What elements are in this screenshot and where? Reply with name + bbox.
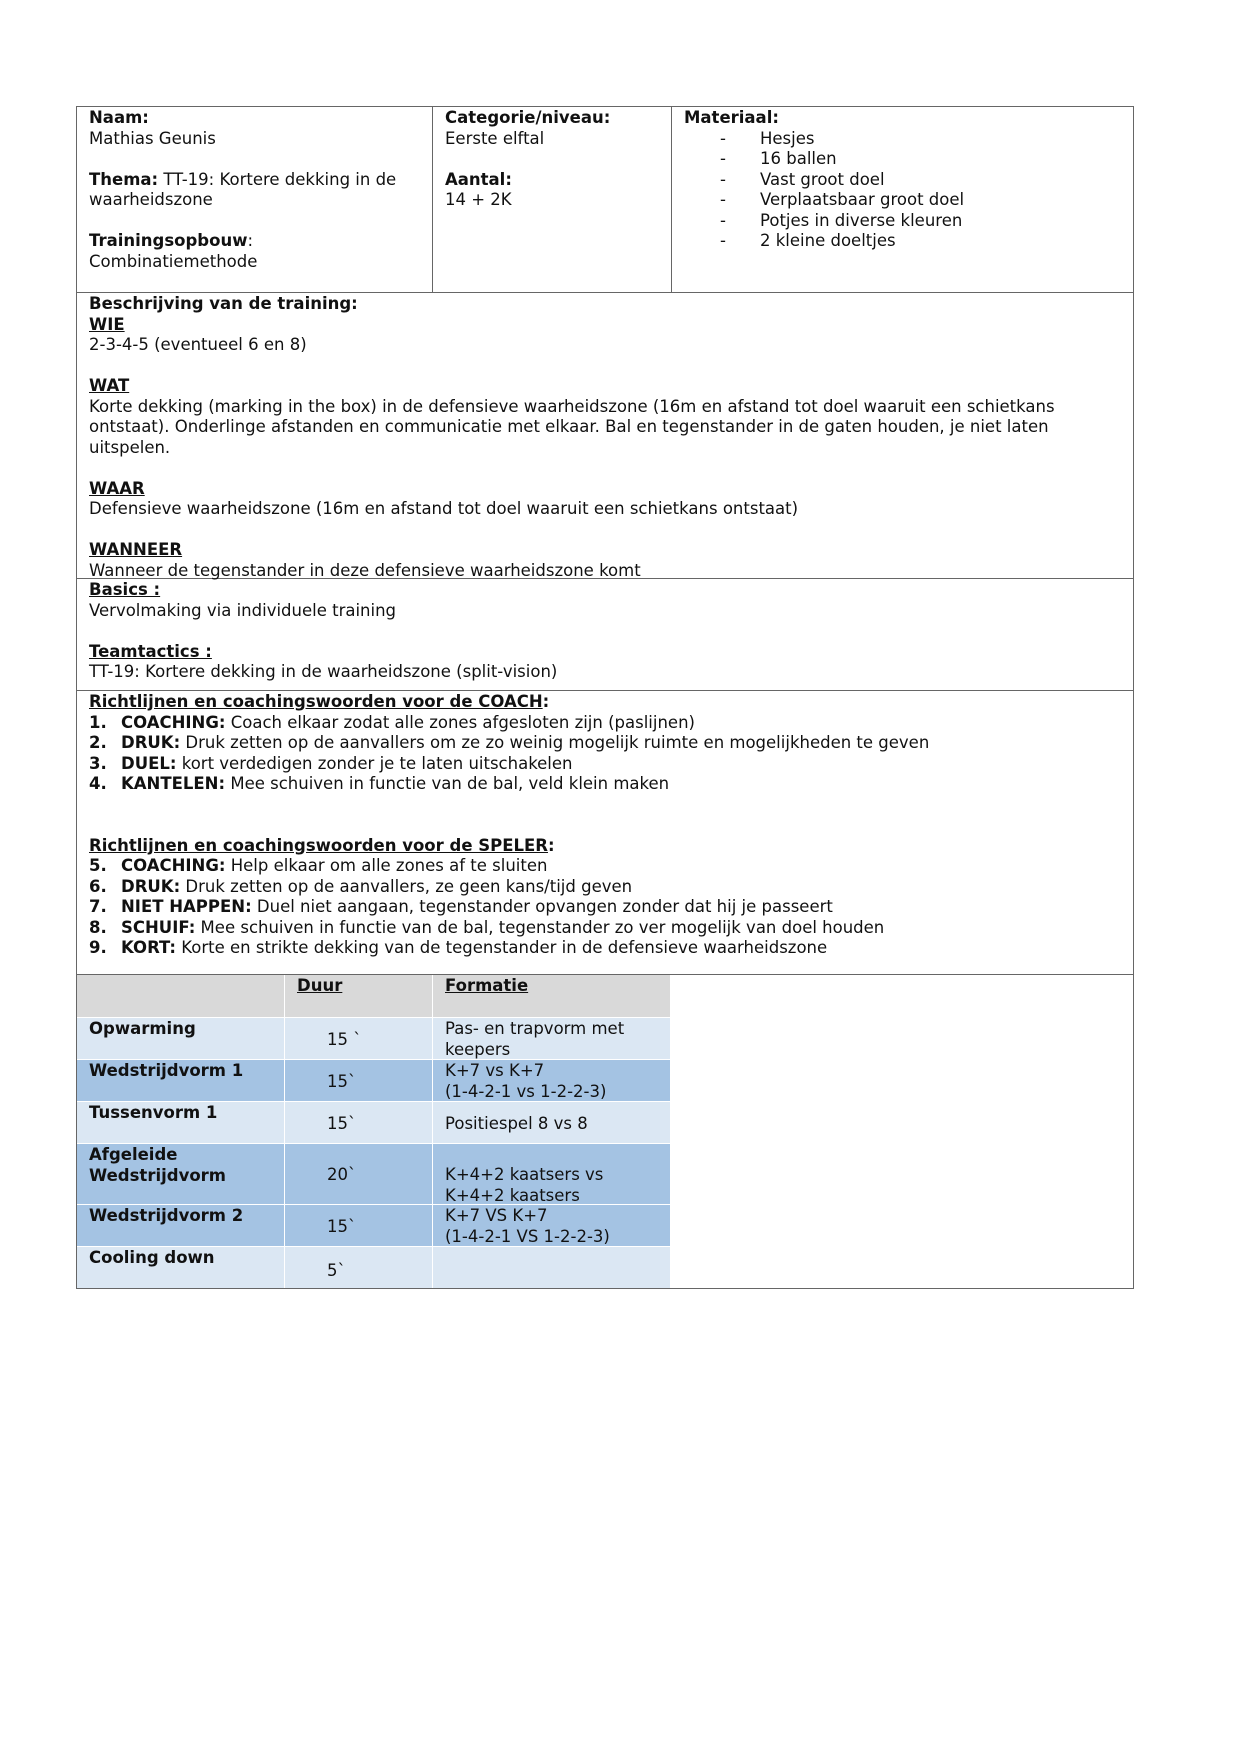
list-item: 8. SCHUIF: Mee schuiven in functie van de bal, tegenstander zo ver mogelijk van doel houden — [89, 917, 885, 937]
basics-label: Basics : — [89, 580, 161, 599]
wanneer-label: WANNEER — [89, 540, 183, 559]
coach-title: Richtlijnen en coachingswoorden voor de COACH: — [89, 692, 550, 711]
table-header-row — [77, 975, 1133, 1017]
list-item: - 2 kleine doeltjes — [720, 231, 896, 250]
info-material-cell — [672, 107, 1133, 292]
list-item: 2. DRUK: Druk zetten op de aanvallers om ze zo weinig mogelijk ruimte en mogelijkheden te geven — [89, 733, 930, 752]
description-title: Beschrijving van de training: — [89, 294, 358, 313]
duur-header: Duur — [297, 976, 343, 995]
materiaal-list — [684, 129, 1121, 252]
info-category-cell — [433, 107, 672, 292]
description-section — [77, 292, 1133, 578]
teamtactics-label: Teamtactics : — [89, 641, 212, 661]
wie-text: 2-3-4-5 (eventueel 6 en 8) — [89, 335, 307, 354]
wat-label: WAT — [89, 376, 130, 395]
opbouw: Trainingsopbouw: — [89, 231, 253, 250]
table-row: Opwarming 15 ` Pas- en trapvorm met keepers — [77, 1017, 1133, 1059]
naam-label: Naam: — [89, 108, 149, 127]
waar-label: WAAR — [89, 478, 145, 498]
list-item: 4. KANTELEN: Mee schuiven in functie van de bal, veld klein maken — [89, 774, 670, 793]
thema-value: TT-19: Kortere dekking in de waarheidszone — [89, 169, 397, 209]
wanneer-text: Wanneer de tegenstander in deze defensieve waarheidszone komt — [89, 560, 641, 580]
basics-section — [77, 578, 1133, 690]
list-item: 1. COACHING: Coach elkaar zodat alle zones afgesloten zijn (paslijnen) — [89, 712, 695, 732]
table-row: Afgeleide Wedstrijdvorm 20` K+4+2 kaatsers vs K+4+2 kaatsers — [77, 1143, 1133, 1204]
categorie-label: Categorie/niveau: — [445, 108, 611, 127]
wat-text: Korte dekking (marking in the box) in de defensieve waarheidszone (16m en afstand tot doel waaruit een schietkans ontstaat). Onderlinge afstanden en communicatie met elkaar. Bal en tegenstander in de gaten houden, je niet laten uitspelen. — [89, 396, 1055, 457]
table-row: Tussenvorm 1 15` Positiespel 8 vs 8 — [77, 1101, 1133, 1143]
info-row — [77, 107, 1133, 292]
naam-value: Mathias Geunis — [89, 128, 216, 148]
list-item: 3. DUEL: kort verdedigen zonder je te laten uitschakelen — [89, 753, 573, 773]
info-name-cell — [77, 107, 433, 292]
teamtactics-text: TT-19: Kortere dekking in de waarheidszone (split-vision) — [89, 662, 558, 681]
speler-title: Richtlijnen en coachingswoorden voor de SPELER: — [89, 835, 555, 855]
training-sheet — [76, 106, 1134, 1289]
table-row: Cooling down 5` — [77, 1246, 1133, 1288]
formatie-header: Formatie — [445, 976, 529, 995]
list-item: 9. KORT: Korte en strikte dekking van de tegenstander in de defensieve waarheidszone — [89, 938, 828, 957]
list-item: 7. NIET HAPPEN: Duel niet aangaan, tegenstander opvangen zonder dat hij je passeert — [89, 897, 833, 916]
opbouw-value: Combinatiemethode — [89, 251, 258, 271]
list-item: - Verplaatsbaar groot doel — [720, 190, 965, 209]
list-item: - Vast groot doel — [720, 169, 885, 189]
aantal-label: Aantal: — [445, 169, 512, 189]
basics-text: Vervolmaking via individuele training — [89, 600, 397, 620]
list-item: - Hesjes — [720, 128, 815, 148]
list-item: - Potjes in diverse kleuren — [720, 210, 963, 230]
schedule-table — [77, 974, 1133, 1288]
wie-label: WIE — [89, 314, 125, 334]
table-row: Wedstrijdvorm 1 15` K+7 vs K+7 (1-4-2-1 vs 1-2-2-3) — [77, 1059, 1133, 1101]
thema-label: Thema: — [89, 169, 159, 189]
speler-list — [89, 856, 1121, 959]
thema — [89, 170, 420, 211]
opbouw-label: Trainingsopbouw — [89, 231, 248, 250]
coach-list — [89, 713, 1121, 795]
guidelines-section — [77, 690, 1133, 974]
list-item: 6. DRUK: Druk zetten op de aanvallers, ze geen kans/tijd geven — [89, 876, 633, 896]
list-item: 5. COACHING: Help elkaar om alle zones af te sluiten — [89, 856, 548, 875]
table-row: Wedstrijdvorm 2 15` K+7 VS K+7 (1-4-2-1 VS 1-2-2-3) — [77, 1204, 1133, 1246]
waar-text: Defensieve waarheidszone (16m en afstand tot doel waaruit een schietkans ontstaat) — [89, 499, 799, 518]
list-item: - 16 ballen — [720, 149, 837, 168]
aantal-value: 14 + 2K — [445, 190, 512, 209]
categorie-value: Eerste elftal — [445, 128, 545, 148]
materiaal-label: Materiaal: — [684, 108, 779, 127]
